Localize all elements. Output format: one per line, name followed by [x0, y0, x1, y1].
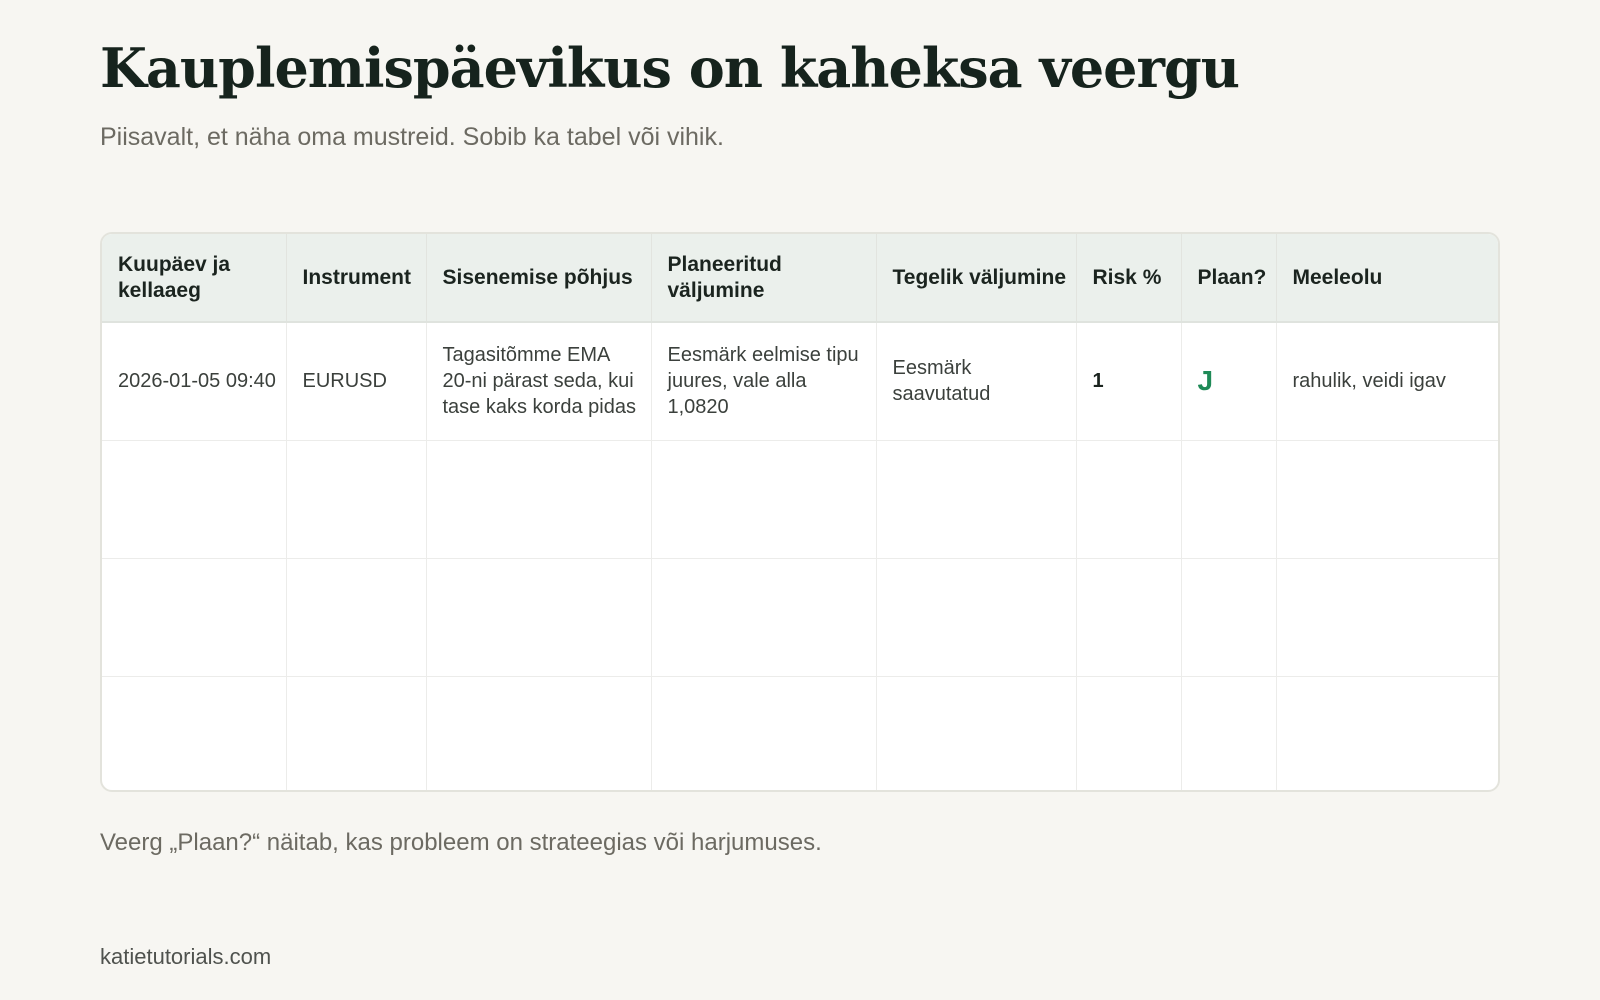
empty-cell — [426, 440, 651, 558]
plan-column-note: Veerg „Plaan?“ näitab, kas probleem on strateegias või harjumuses. — [100, 829, 822, 856]
cell-planned-exit: Eesmärk eelmise tipu juures, vale alla 1,0820 — [651, 322, 876, 440]
empty-cell — [426, 558, 651, 676]
cell-risk: 1 — [1076, 322, 1181, 440]
cell-instrument: EURUSD — [286, 322, 426, 440]
empty-cell — [1276, 676, 1498, 792]
empty-cell — [102, 676, 286, 792]
column-header-plan: Plaan? — [1181, 234, 1276, 322]
cell-actual-exit: Eesmärk saavutatud — [876, 322, 1076, 440]
empty-cell — [876, 558, 1076, 676]
column-header-entry-reason: Sisenemise põhjus — [426, 234, 651, 322]
cell-datetime: 2026-01-05 09:40 — [102, 322, 286, 440]
column-header-risk: Risk % — [1076, 234, 1181, 322]
trading-journal-table — [100, 232, 1500, 792]
empty-table-row — [102, 558, 1498, 676]
cell-plan: J — [1181, 322, 1276, 440]
column-header-datetime: Kuupäev ja kellaaeg — [102, 234, 286, 322]
column-header-mood: Meeleolu — [1276, 234, 1498, 322]
empty-cell — [1181, 440, 1276, 558]
empty-cell — [1181, 558, 1276, 676]
empty-cell — [876, 676, 1076, 792]
table-row — [102, 322, 1498, 440]
cell-entry-reason: Tagasitõmme EMA 20-ni pärast seda, kui tase kaks korda pidas — [426, 322, 651, 440]
empty-cell — [876, 440, 1076, 558]
cell-mood: rahulik, veidi igav — [1276, 322, 1498, 440]
column-header-instrument: Instrument — [286, 234, 426, 322]
column-header-planned-exit: Planeeritud väljumine — [651, 234, 876, 322]
empty-cell — [651, 676, 876, 792]
empty-table-row — [102, 676, 1498, 792]
empty-cell — [1181, 676, 1276, 792]
empty-cell — [651, 440, 876, 558]
empty-cell — [286, 676, 426, 792]
empty-cell — [1276, 558, 1498, 676]
empty-cell — [1276, 440, 1498, 558]
empty-cell — [426, 676, 651, 792]
empty-cell — [102, 558, 286, 676]
empty-cell — [286, 558, 426, 676]
empty-cell — [1076, 440, 1181, 558]
empty-cell — [1076, 558, 1181, 676]
empty-table-row — [102, 440, 1498, 558]
empty-cell — [286, 440, 426, 558]
empty-cell — [1076, 676, 1181, 792]
table-header-row — [102, 234, 1498, 322]
page-title: Kauplemispäevikus on kaheksa veergu — [100, 36, 1239, 100]
column-header-actual-exit: Tegelik väljumine — [876, 234, 1076, 322]
page-subtitle: Piisavalt, et näha oma mustreid. Sobib ka tabel või vihik. — [100, 123, 724, 151]
empty-cell — [651, 558, 876, 676]
empty-cell — [102, 440, 286, 558]
footer-site-name: katietutorials.com — [100, 944, 272, 969]
